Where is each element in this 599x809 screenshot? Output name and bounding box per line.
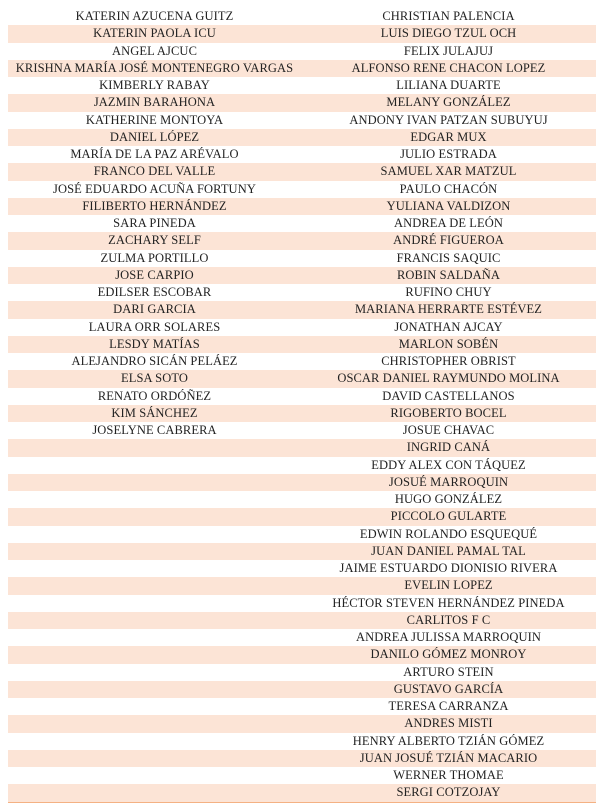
name-cell-right: FELIX JULAJUJ [403,43,494,58]
name-cell-right: LILIANA DUARTE [396,78,501,92]
table-row [8,526,596,543]
table-row [8,767,596,784]
name-cell-left: KATERIN AZUCENA GUITZ [75,9,234,23]
names-table [8,8,596,803]
table-row [8,474,596,491]
name-cell-left: FILIBERTO HERNÁNDEZ [82,198,227,213]
table-row [8,163,596,180]
table-row [8,301,596,318]
table-row [8,112,596,129]
name-cell-right: ANDONY IVAN PATZAN SUBUYUJ [349,112,548,127]
name-cell-left: JAZMIN BARAHONA [93,95,216,110]
table-row [8,250,596,267]
name-cell-left: KRISHNA MARÍA JOSÉ MONTENEGRO VARGAS [15,60,294,75]
table-row [8,353,596,370]
name-cell-right: CARLITOS F C [406,612,491,627]
name-cell-right: RIGOBERTO BOCEL [390,405,507,420]
name-cell-left: LESDY MATÍAS [109,336,200,351]
name-cell-right: SERGI COTZOJAY [396,785,501,800]
name-cell-left [8,439,301,456]
table-row [8,336,596,353]
table-row [8,733,596,750]
name-cell-right: FRANCIS SAQUIC [396,250,501,265]
table-row [8,784,596,802]
table-row [8,43,596,60]
name-cell-left: ELSA SOTO [120,371,188,386]
name-cell-right: JOSUÉ MARROQUIN [388,474,509,489]
name-cell-left: ZACHARY SELF [108,233,201,248]
name-cell-right: WERNER THOMAE [393,768,504,782]
table-row [8,560,596,577]
table-row [8,491,596,508]
name-cell-right: HUGO GONZÁLEZ [394,492,503,506]
name-cell-right: EDGAR MUX [410,129,487,144]
name-cell-left [8,474,301,491]
table-row [8,232,596,249]
name-cell-right: JULIO ESTRADA [400,147,497,161]
name-cell-left [8,646,301,663]
table-row [8,457,596,474]
name-cell-right: HENRY ALBERTO TZIÁN GÓMEZ [352,733,545,748]
name-cell-right: SAMUEL XAR MATZUL [380,164,517,179]
table-row [8,146,596,163]
name-cell-right: HÉCTOR STEVEN HERNÁNDEZ PINEDA [332,595,565,610]
name-cell-right: LUIS DIEGO TZUL OCH [380,26,517,41]
table-row [8,646,596,663]
name-cell-right: GUSTAVO GARCÍA [393,681,504,696]
name-cell-left [8,733,301,750]
name-cell-right: PAULO CHACÓN [399,181,498,196]
name-cell-left: KATHERINE MONTOYA [85,112,224,127]
table-row [8,215,596,232]
name-cell-right: RUFINO CHUY [405,285,492,299]
name-cell-left [8,750,301,767]
table-row [8,422,596,439]
name-cell-right: TERESA CARRANZA [388,699,509,713]
table-row [8,405,596,422]
table-row [8,595,596,612]
table-row [8,284,596,301]
name-cell-right: JONATHAN AJCAY [394,319,503,334]
name-cell-right: MELANY GONZÁLEZ [386,95,511,110]
name-cell-left: ZULMA PORTILLO [100,250,209,265]
name-cell-left: ALEJANDRO SICÁN PELÁEZ [71,354,238,368]
name-cell-left: KATERIN PAOLA ICU [93,26,216,41]
name-cell-left [8,595,301,612]
name-cell-left: ANGEL AJCUC [111,43,198,58]
name-cell-right: EVELIN LOPEZ [404,578,493,593]
name-cell-left [8,577,301,594]
name-cell-left: JOSE CARPIO [115,267,194,282]
name-cell-left: FRANCO DEL VALLE [93,164,216,179]
table-row [8,750,596,767]
name-cell-left: RENATO ORDÓÑEZ [97,388,212,403]
name-cell-left: DANIEL LÓPEZ [109,129,200,144]
name-cell-left [8,543,301,560]
name-cell-right: INGRID CANÁ [406,440,491,455]
name-cell-right: DANILO GÓMEZ MONROY [370,647,527,662]
table-row [8,77,596,94]
name-cell-left [8,767,301,784]
table-row [8,370,596,387]
name-cell-right: EDWIN ROLANDO ESQUEQUÉ [359,526,538,541]
table-row [8,8,596,25]
name-cell-right: JOSUE CHAVAC [402,423,495,437]
name-cell-right: ARTURO STEIN [403,664,494,679]
name-cell-right: YULIANA VALDIZON [386,198,511,213]
name-cell-left [8,784,301,801]
table-row [8,181,596,198]
table-row [8,388,596,405]
name-cell-left: JOSELYNE CABRERA [92,423,217,437]
name-cell-right: CHRISTIAN PALENCIA [382,9,515,23]
name-cell-left [8,715,301,732]
name-cell-right: JUAN DANIEL PAMAL TAL [371,543,526,558]
name-cell-left [8,629,301,646]
name-cell-right: ROBIN SALDAÑA [396,267,501,282]
name-cell-right: ANDREA DE LEÓN [393,216,504,230]
name-cell-right: JUAN JOSUÉ TZIÁN MACARIO [359,750,538,765]
name-cell-right: ANDRES MISTI [404,716,493,731]
name-cell-right: JAIME ESTUARDO DIONISIO RIVERA [339,561,558,575]
name-cell-left: KIM SÁNCHEZ [111,405,198,420]
name-cell-left [8,698,301,715]
name-cell-left: LAURA ORR SOLARES [88,319,221,334]
table-row [8,577,596,594]
name-cell-left [8,491,301,508]
name-cell-left [8,681,301,698]
name-cell-left: JOSÉ EDUARDO ACUÑA FORTUNY [53,181,256,196]
table-row [8,508,596,525]
name-cell-right: EDDY ALEX CON TÁQUEZ [371,457,526,472]
table-row [8,60,596,77]
name-cell-right: MARIANA HERRARTE ESTÉVEZ [354,302,543,317]
name-cell-left: EDILSER ESCOBAR [97,285,212,299]
table-row [8,267,596,284]
table-row [8,629,596,646]
table-row [8,439,596,456]
table-row [8,129,596,146]
name-cell-left [8,508,301,525]
table-row [8,664,596,681]
table-row [8,681,596,698]
name-cell-right: ALFONSO RENE CHACON LOPEZ [351,60,546,75]
name-cell-left [8,612,301,629]
table-row [8,198,596,215]
table-row [8,543,596,560]
name-cell-right: ANDREA JULISSA MARROQUIN [355,630,542,644]
name-cell-right: CHRISTOPHER OBRIST [381,354,516,368]
name-cell-right: DAVID CASTELLANOS [382,388,515,403]
name-cell-left: DARI GARCIA [113,302,196,317]
table-row [8,319,596,336]
name-cell-left: KIMBERLY RABAY [99,78,210,92]
table-row [8,698,596,715]
name-cell-right: ANDRÉ FIGUEROA [393,233,504,248]
name-cell-right: PICCOLO GULARTE [390,509,507,524]
name-cell-left: MARÍA DE LA PAZ ARÉVALO [70,147,239,161]
name-cell-left [8,560,301,577]
name-cell-left [8,457,301,474]
table-row [8,94,596,111]
name-cell-left: SARA PINEDA [113,216,196,230]
name-cell-right: OSCAR DANIEL RAYMUNDO MOLINA [337,371,560,386]
name-cell-right: MARLON SOBÉN [398,336,499,351]
name-cell-left [8,664,301,681]
table-row [8,612,596,629]
table-row [8,25,596,42]
name-cell-left [8,526,301,543]
table-row [8,715,596,732]
